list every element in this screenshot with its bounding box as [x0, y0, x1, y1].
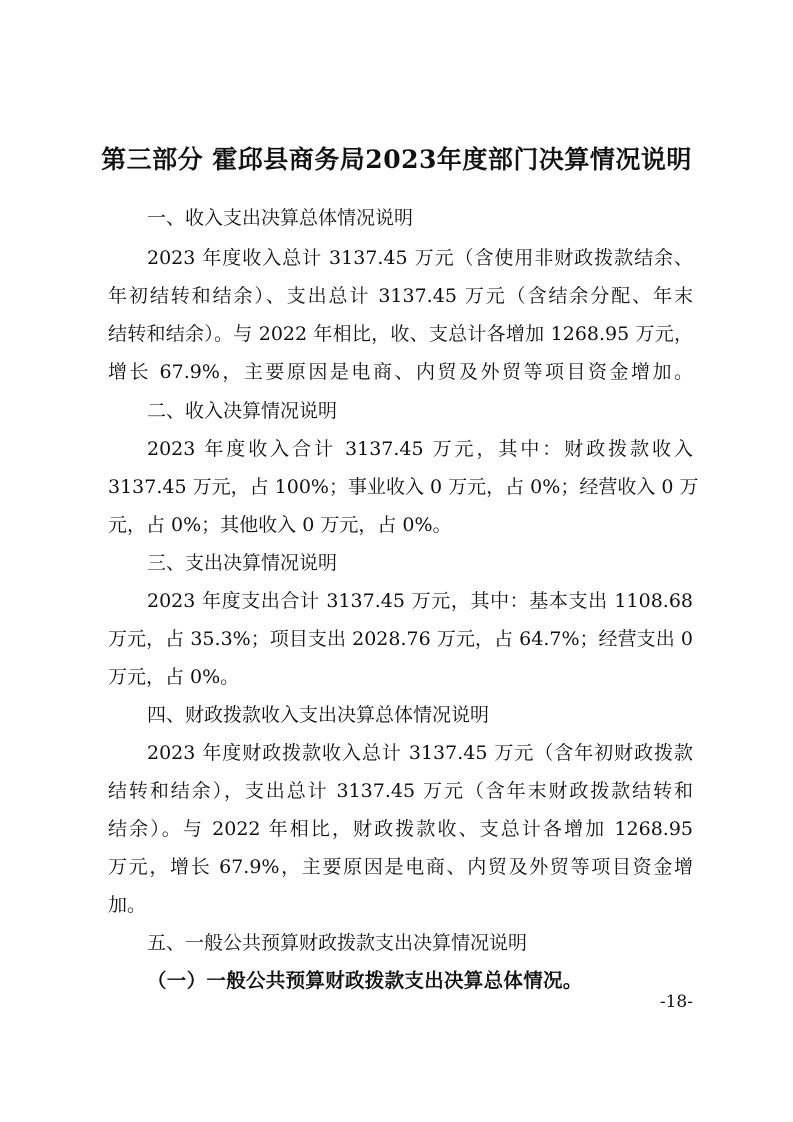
paragraph-line: 2023 年度收入总计 3137.45 万元（含使用非财政拨款结余、 — [147, 247, 693, 269]
page-title: 第三部分 霍邱县商务局2023年度部门决算情况说明 — [101, 145, 692, 174]
paragraph-line: 2023 年度财政拨款收入总计 3137.45 万元（含年初财政拨款 — [147, 742, 693, 764]
section-heading-4: 四、财政拨款收入支出决算总体情况说明 — [147, 704, 490, 726]
paragraph-line: 2023 年度收入合计 3137.45 万元，其中：财政拨款收入 — [147, 438, 693, 460]
paragraph-line: 元，占 0%；其他收入 0 万元，占 0%。 — [108, 514, 452, 536]
paragraph-line: 万元，占 0%。 — [108, 666, 240, 688]
section-heading-1: 一、收入支出决算总体情况说明 — [147, 207, 414, 229]
paragraph-line: 结转和结余）。与 2022 年相比，收、支总计各增加 1268.95 万元， — [108, 323, 693, 345]
paragraph-line: 万元，增长 67.9%，主要原因是电商、内贸及外贸等项目资金增 — [108, 856, 693, 878]
paragraph-line: 3137.45 万元，占 100%；事业收入 0 万元，占 0%；经营收入 0 万 — [108, 476, 699, 498]
subsection-heading: （一）一般公共预算财政拨款支出决算总体情况。 — [147, 969, 583, 992]
section-heading-2: 二、收入决算情况说明 — [147, 400, 338, 422]
paragraph-line: 万元，占 35.3%；项目支出 2028.76 万元，占 64.7%；经营支出 0 — [108, 628, 693, 650]
paragraph-line: 结余）。与 2022 年相比，财政拨款收、支总计各增加 1268.95 — [108, 818, 693, 840]
paragraph-line: 加。 — [108, 894, 147, 916]
paragraph-line: 2023 年度支出合计 3137.45 万元，其中：基本支出 1108.68 — [147, 590, 693, 612]
section-heading-5: 五、一般公共预算财政拨款支出决算情况说明 — [147, 932, 528, 954]
paragraph-line: 年初结转和结余）、支出总计 3137.45 万元（含结余分配、年末 — [108, 285, 693, 307]
section-heading-3: 三、支出决算情况说明 — [147, 552, 338, 574]
page-number: -18- — [659, 992, 693, 1012]
paragraph-line: 结转和结余），支出总计 3137.45 万元（含年末财政拨款结转和 — [108, 780, 693, 802]
paragraph-line: 增长 67.9%，主要原因是电商、内贸及外贸等项目资金增加。 — [108, 361, 693, 383]
